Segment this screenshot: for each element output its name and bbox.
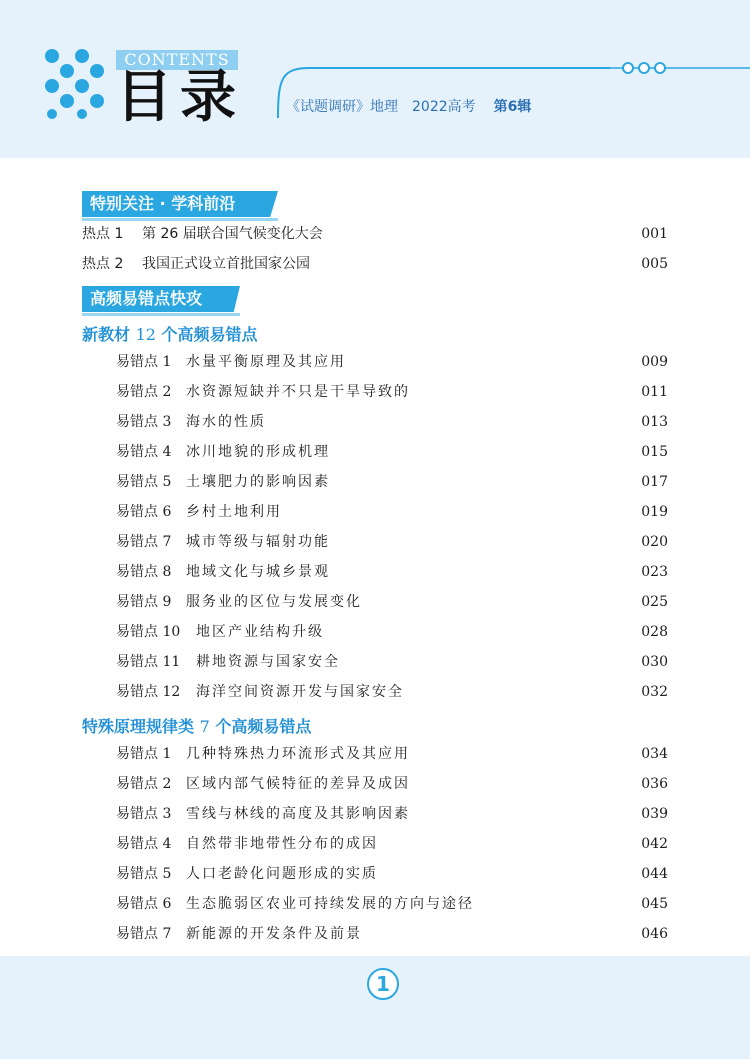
- toc-title: 水量平衡原理及其应用: [186, 354, 346, 370]
- subtitle-issue: 第6辑: [493, 99, 532, 115]
- toc-page: 045: [641, 896, 668, 912]
- section-heading-frontier: 特别关注 · 学科前沿: [82, 191, 235, 217]
- toc-title: 生态脆弱区农业可持续发展的方向与途径: [186, 896, 474, 912]
- toc-page: 017: [641, 474, 668, 490]
- subsection-heading-new-textbook: 新教材 12 个高频易错点: [82, 325, 258, 344]
- toc-title: 地区产业结构升级: [196, 624, 324, 640]
- toc-page: 013: [641, 414, 668, 430]
- toc-title: 几种特殊热力环流形式及其应用: [186, 746, 410, 762]
- toc-label: 易错点 12: [116, 684, 181, 700]
- toc-title: 冰川地貌的形成机理: [186, 444, 330, 460]
- toc-row[interactable]: [0, 591, 750, 613]
- section-heading-errors: 高频易错点快攻: [82, 286, 202, 312]
- toc-title: 水资源短缺并不只是干旱导致的: [186, 384, 410, 400]
- toc-title: 服务业的区位与发展变化: [186, 594, 362, 610]
- toc-label: 易错点 6: [116, 504, 172, 520]
- toc-row[interactable]: [0, 561, 750, 583]
- toc-page: 044: [641, 866, 668, 882]
- toc-row[interactable]: [0, 351, 750, 373]
- toc-page: 001: [641, 226, 668, 242]
- toc-row[interactable]: [0, 441, 750, 463]
- toc-row[interactable]: [0, 803, 750, 825]
- toc-row[interactable]: [0, 743, 750, 765]
- subsection-heading-special-principles: 特殊原理规律类 7 个高频易错点: [82, 717, 312, 736]
- toc-title: 第 26 届联合国气候变化大会: [142, 226, 323, 242]
- toc-page: 011: [641, 384, 668, 400]
- toc-label: 易错点 1: [116, 354, 172, 370]
- toc-label: 易错点 3: [116, 806, 172, 822]
- toc-title: 城市等级与辐射功能: [186, 534, 330, 550]
- toc-page: 020: [641, 534, 668, 550]
- toc-page: 032: [641, 684, 668, 700]
- toc-page: 046: [641, 926, 668, 942]
- toc-title: 海洋空间资源开发与国家安全: [196, 684, 404, 700]
- toc-title: 地域文化与城乡景观: [186, 564, 330, 580]
- toc-row[interactable]: [0, 501, 750, 523]
- toc-label: 易错点 4: [116, 444, 172, 460]
- toc-label: 易错点 7: [116, 926, 172, 942]
- toc-label: 易错点 4: [116, 836, 172, 852]
- toc-row[interactable]: [0, 651, 750, 673]
- toc-label: 易错点 11: [116, 654, 181, 670]
- header-subtitle: [286, 96, 531, 116]
- toc-row[interactable]: [0, 223, 750, 245]
- toc-label: 易错点 3: [116, 414, 172, 430]
- toc-label: 易错点 2: [116, 776, 172, 792]
- toc-row[interactable]: [0, 531, 750, 553]
- page-number: 1: [367, 968, 399, 1000]
- page-title: 目录: [116, 65, 244, 130]
- subtitle-year: 2022高考: [412, 99, 476, 115]
- toc-label: 易错点 10: [116, 624, 181, 640]
- toc-row[interactable]: [0, 471, 750, 493]
- toc-label: 易错点 8: [116, 564, 172, 580]
- toc-row[interactable]: [0, 833, 750, 855]
- toc-page: 034: [641, 746, 668, 762]
- toc-page: 023: [641, 564, 668, 580]
- toc-title: 人口老龄化问题形成的实质: [186, 866, 378, 882]
- toc-row[interactable]: [0, 381, 750, 403]
- toc-page: 039: [641, 806, 668, 822]
- toc-title: 我国正式设立首批国家公园: [142, 256, 310, 272]
- toc-label: 易错点 2: [116, 384, 172, 400]
- toc-row[interactable]: [0, 893, 750, 915]
- toc-title: 乡村土地利用: [186, 504, 282, 520]
- toc-label: 易错点 6: [116, 896, 172, 912]
- toc-row[interactable]: [0, 923, 750, 945]
- toc-title: 自然带非地带性分布的成因: [186, 836, 378, 852]
- toc-row[interactable]: [0, 773, 750, 795]
- toc-page: 028: [641, 624, 668, 640]
- toc-label: 热点 2: [82, 256, 124, 272]
- toc-label: 易错点 5: [116, 474, 172, 490]
- dots-logo-icon: [44, 48, 106, 120]
- toc-label: 易错点 5: [116, 866, 172, 882]
- toc-page: 025: [641, 594, 668, 610]
- contents-label: CONTENTS: [116, 50, 238, 70]
- toc-title: 海水的性质: [186, 414, 266, 430]
- toc-page: 042: [641, 836, 668, 852]
- toc-title: 新能源的开发条件及前景: [186, 926, 362, 942]
- toc-row[interactable]: [0, 681, 750, 703]
- toc-label: 易错点 1: [116, 746, 172, 762]
- toc-page: 015: [641, 444, 668, 460]
- toc-page: 036: [641, 776, 668, 792]
- subtitle-journal: 《试题调研》地理: [286, 99, 398, 115]
- toc-page: 030: [641, 654, 668, 670]
- toc-row[interactable]: [0, 253, 750, 275]
- toc-page: 009: [641, 354, 668, 370]
- toc-label: 易错点 7: [116, 534, 172, 550]
- toc-title: 土壤肥力的影响因素: [186, 474, 330, 490]
- toc-page: 019: [641, 504, 668, 520]
- toc-row[interactable]: [0, 863, 750, 885]
- toc-page: 005: [641, 256, 668, 272]
- toc-row[interactable]: [0, 411, 750, 433]
- toc-row[interactable]: [0, 621, 750, 643]
- toc-label: 热点 1: [82, 226, 124, 242]
- toc-title: 雪线与林线的高度及其影响因素: [186, 806, 410, 822]
- toc-label: 易错点 9: [116, 594, 172, 610]
- toc-title: 区域内部气候特征的差异及成因: [186, 776, 410, 792]
- toc-title: 耕地资源与国家安全: [196, 654, 340, 670]
